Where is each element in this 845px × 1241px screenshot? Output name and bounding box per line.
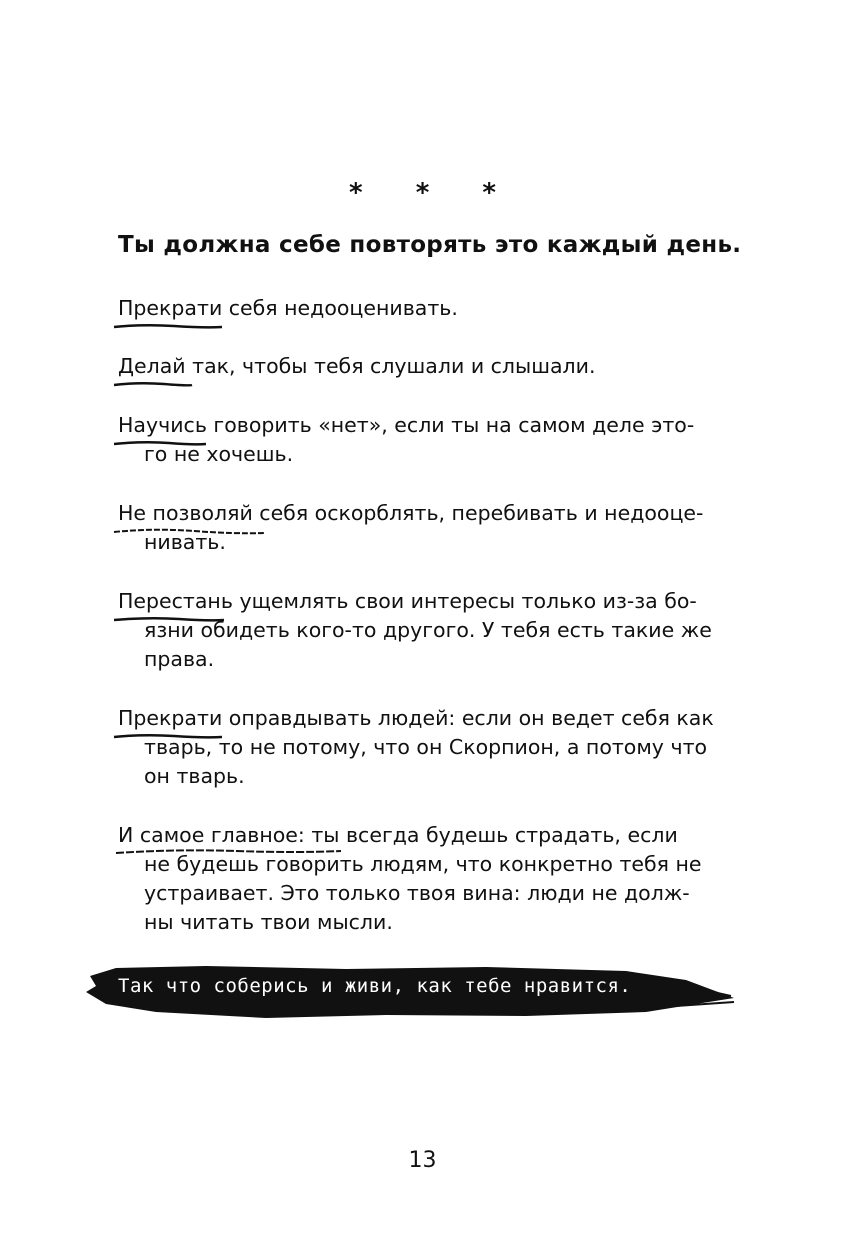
closing-banner — [86, 962, 736, 1020]
affirmation-2: Делай так, чтобы тебя слушали и слышали. — [118, 352, 700, 381]
underlined-lead: Не позволяй — [118, 499, 253, 528]
underlined-lead: самое главное — [140, 821, 298, 850]
affirmation-6: Прекрати оправдывать людей: если он ведет себя как тварь, то не потому, что он Скорпион, а потому что он тварь. — [118, 704, 700, 791]
section-separator: * * * — [349, 178, 518, 208]
underlined-lead: Делай — [118, 352, 186, 381]
affirmation-1: Прекрати себя недооценивать. — [118, 294, 700, 323]
brush-underline — [114, 526, 264, 536]
page-number: 13 — [408, 1148, 437, 1173]
brush-underline — [136, 846, 341, 858]
underlined-lead: Научись — [118, 411, 207, 440]
affirmation-7: И самое главное : ты всегда будешь страдать, если не будешь говорить людям, что конкретно тебя не устраивает. Это только твоя вина: люди не долж- ны читать твои мысли. — [118, 821, 700, 937]
brush-underline — [114, 321, 222, 331]
brush-underline — [114, 438, 206, 448]
affirmation-4: Не позволяй себя оскорблять, перебивать и недооце- нивать. — [118, 499, 700, 557]
underlined-lead: Перестань — [118, 587, 233, 616]
brush-underline — [114, 379, 192, 389]
brush-underline — [114, 614, 224, 624]
underlined-lead: Прекрати — [118, 704, 222, 733]
affirmation-5: Перестань ущемлять свои интересы только из-за бо- язни обидеть кого-то другого. У тебя есть такие же права. — [118, 587, 700, 674]
affirmation-3: Научись говорить «нет», если ты на самом деле это- го не хочешь. — [118, 411, 700, 469]
brush-underline — [114, 731, 222, 741]
banner-text: Так что соберись и живи, как тебе нравится. — [118, 975, 632, 997]
underlined-lead: Прекрати — [118, 294, 222, 323]
page-heading: Ты должна себе повторять это каждый день. — [118, 232, 742, 258]
